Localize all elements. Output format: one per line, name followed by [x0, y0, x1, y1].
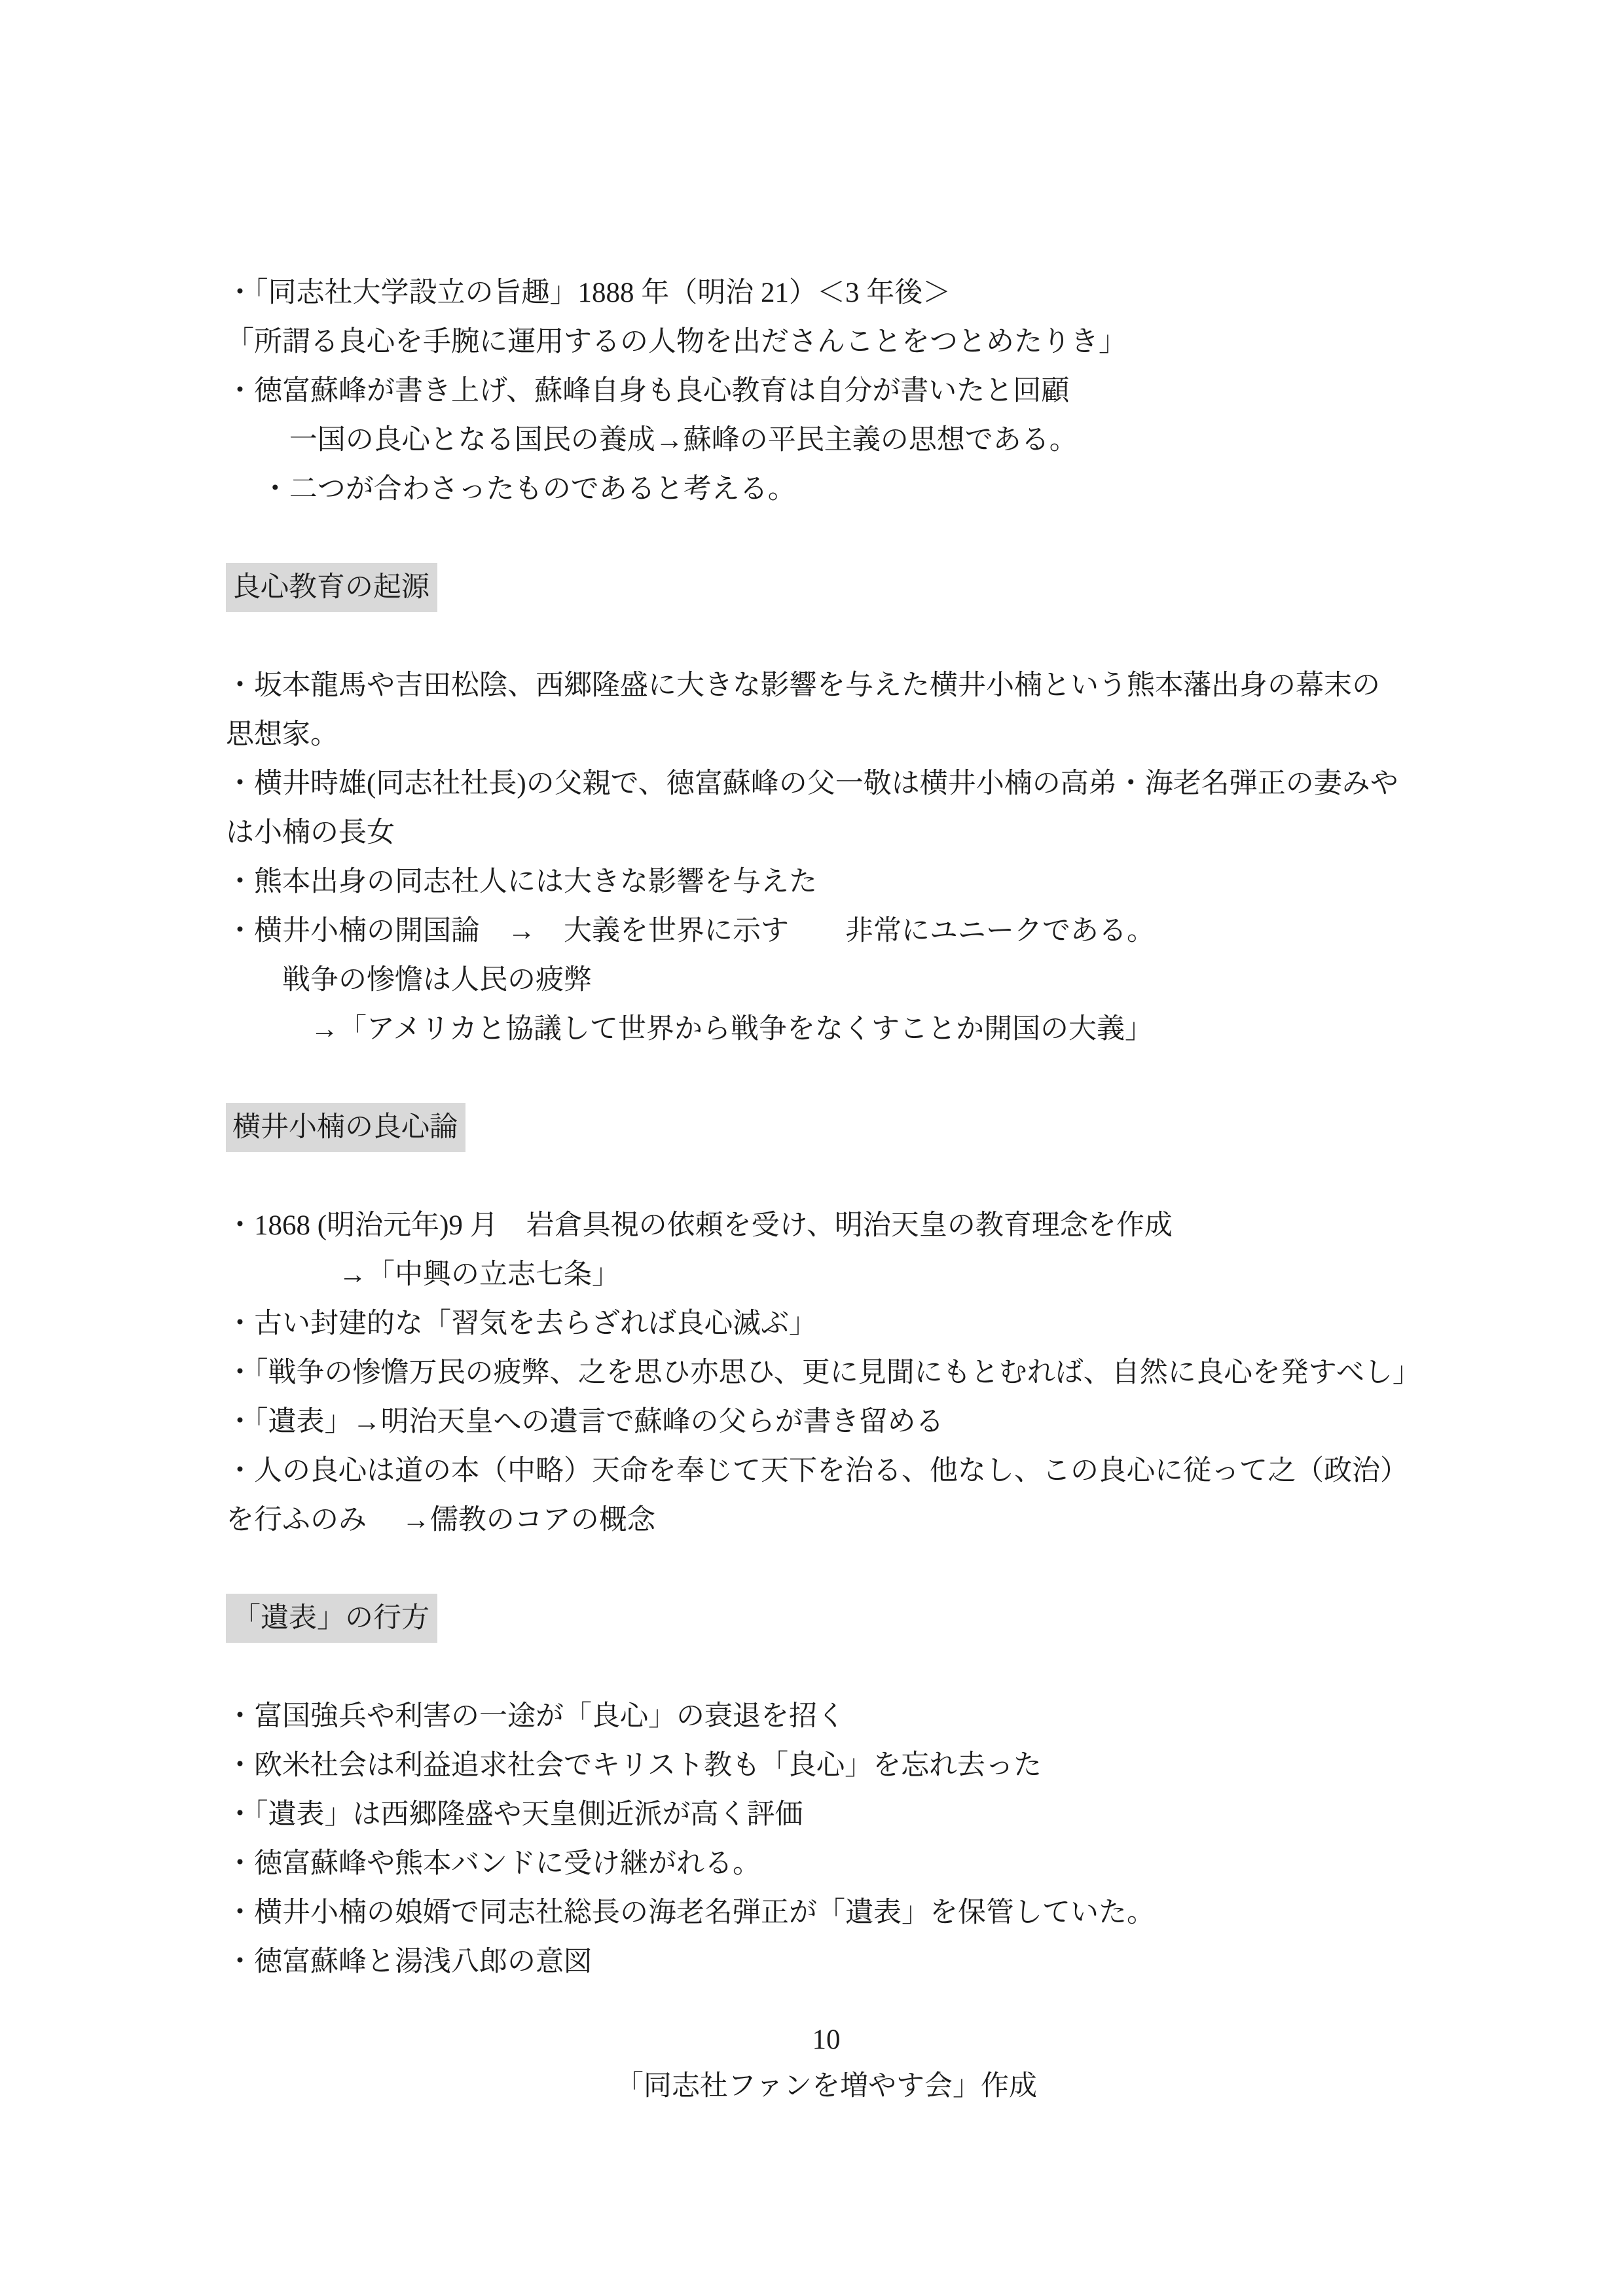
page-number: 10: [812, 2024, 841, 2055]
bullet-line: ・徳富蘇峰や熊本バンドに受け継がれる。: [226, 1848, 761, 1879]
bullet-line: ・横井時雄(同志社社長)の父親で、徳富蘇峰の父一敬は横井小楠の高弟・海老名弾正の妻みや: [226, 768, 1398, 799]
bullet-line: ・1868 (明治元年)9 月 岩倉具視の依頼を受け、明治天皇の教育理念を作成: [226, 1210, 1173, 1241]
blank-line: [226, 612, 1427, 661]
section-heading-line: [226, 563, 1427, 612]
section-heading-highlight: 横井小楠の良心論: [226, 1103, 465, 1152]
indented-line: →「アメリカと協議して世界から戦争をなくすことか開国の大義」: [226, 1014, 1153, 1045]
blank-line: [226, 514, 1427, 563]
bullet-line: ・徳富蘇峰が書き上げ、蘇峰自身も良心教育は自分が書いたと回顧: [226, 376, 1070, 406]
bullet-line: ・坂本龍馬や吉田松陰、西郷隆盛に大きな影響を与えた横井小楠という熊本藩出身の幕末の: [226, 670, 1380, 701]
indented-line: →「中興の立志七条」: [226, 1259, 620, 1290]
bullet-line: ・熊本出身の同志社人には大きな影響を与えた: [226, 867, 817, 897]
bullet-line: ・欧米社会は利益追求社会でキリスト教も「良心」を忘れ去った: [226, 1750, 1042, 1781]
bullet-line: ・古い封建的な「習気を去らざれば良心滅ぶ」: [226, 1308, 817, 1339]
bullet-line: ・「遺表」→明治天皇への遺言で蘇峰の父らが書き留める: [226, 1407, 944, 1437]
bullet-line: ・二つが合わさったものであると考える。: [226, 474, 796, 505]
section-heading-highlight: 良心教育の起源: [226, 563, 437, 612]
bullet-line: ・「戦争の惨憺万民の疲弊、之を思ひ亦思ひ、更に見聞にもとむれば、自然に良心を発すべし」: [226, 1357, 1421, 1388]
continuation-line: を行ふのみ →儒教のコアの概念: [226, 1505, 655, 1535]
indented-line: 一国の良心となる国民の養成→蘇峰の平民主義の思想である。: [226, 425, 1078, 456]
blank-line: [226, 1643, 1427, 1692]
section-heading-highlight: 「遺表」の行方: [226, 1594, 437, 1643]
blank-line: [226, 1152, 1427, 1201]
bullet-line: ・横井小楠の娘婿で同志社総長の海老名弾正が「遺表」を保管していた。: [226, 1897, 1155, 1928]
indented-line: 戦争の惨憺は人民の疲弊: [226, 965, 592, 996]
bullet-line: ・横井小楠の開国論 → 大義を世界に示す 非常にユニークである。: [226, 916, 1155, 946]
bullet-line: ・富国強兵や利害の一途が「良心」の衰退を招く: [226, 1701, 845, 1732]
blank-line: [226, 1545, 1427, 1594]
bullet-line: ・徳富蘇峰と湯浅八郎の意図: [226, 1946, 592, 1977]
quote-line: 「所謂る良心を手腕に運用するの人物を出ださんことをつとめたりき」: [226, 327, 1127, 357]
bullet-line: ・人の良心は道の本（中略）天命を奉じて天下を治る、他なし、この良心に従って之（政治）: [226, 1456, 1408, 1486]
page-footer: [226, 2017, 1427, 2109]
credit-line: 「同志社ファンを増やす会」作成: [615, 2071, 1038, 2102]
continuation-line: は小楠の長女: [226, 817, 395, 848]
page-content: [226, 0, 1427, 2109]
section-heading-line: [226, 1103, 1427, 1152]
section-heading-line: [226, 1594, 1427, 1643]
bullet-line: ・「遺表」は西郷隆盛や天皇側近派が高く評価: [226, 1799, 803, 1830]
continuation-line: 思想家。: [226, 719, 338, 750]
bullet-line: ・「同志社大学設立の旨趣」1888 年（明治 21）＜3 年後＞: [226, 278, 951, 308]
blank-line: [226, 1054, 1427, 1103]
